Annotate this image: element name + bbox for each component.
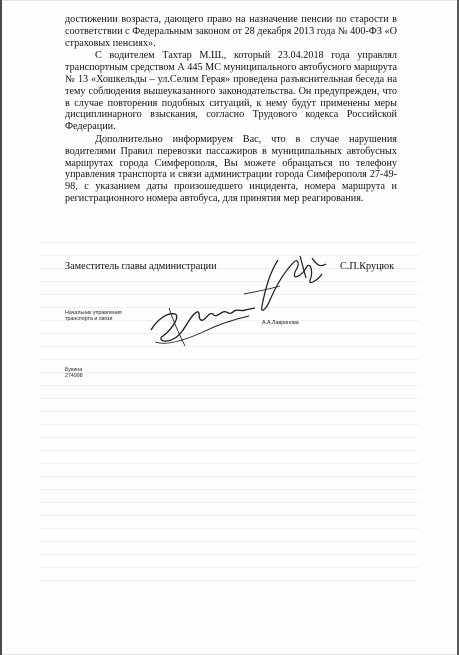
signer-title: Заместитель главы администрации bbox=[65, 261, 217, 272]
paragraph-driver-warning: С водителем Тахтар М.Ш., который 23.04.2018 года управлял транспортным средством А 445 МС муниципального автобусного маршрута № 13 «Хошкельды – ул.Селим Герая» проведена разъяснительная беседа на тему соблюдения вышеуказанного законодательства. Он предупрежден, что в случае повторения подобных ситуаций, к нему будут применены меры дисциплинарного взыскания, согласно Трудового кодекса Российской Федерации. bbox=[65, 50, 397, 133]
approval-position bbox=[65, 310, 122, 323]
paragraph-contact-info: Дополнительно информируем Вас, что в случае нарушения водителями Правил перевозки пассажиров в муниципальных автобусных маршрутах города Симферополя, Вы можете обращаться по телефону управления транспорта и связи администрации города Симферополя 27-49-98, с указанием даты произошедшего инцидента, номера маршрута и регистрационного номера автобуса, для принятия мер реагирования. bbox=[65, 133, 397, 204]
signer-name: С.П.Круцюк bbox=[340, 261, 395, 272]
approval-line-1: Начальник управления bbox=[65, 310, 122, 316]
approval-signature bbox=[145, 290, 260, 355]
paragraph-pension-law: достижении возраста, дающего право на назначение пенсии по старости в соответствии с Федеральным законом от 28 декабря 2013 года № 400-ФЗ «О страховых пенсиях». bbox=[65, 14, 397, 49]
approval-line-2: транспорта и связи bbox=[65, 316, 113, 323]
executor-block bbox=[65, 367, 83, 380]
executor-phone: 274998 bbox=[65, 373, 83, 380]
letter-body bbox=[65, 14, 397, 205]
bleed-through-shadow bbox=[40, 230, 419, 585]
executor-name: Букина bbox=[65, 367, 83, 373]
approval-name: А.А.Лавринова bbox=[262, 320, 299, 326]
